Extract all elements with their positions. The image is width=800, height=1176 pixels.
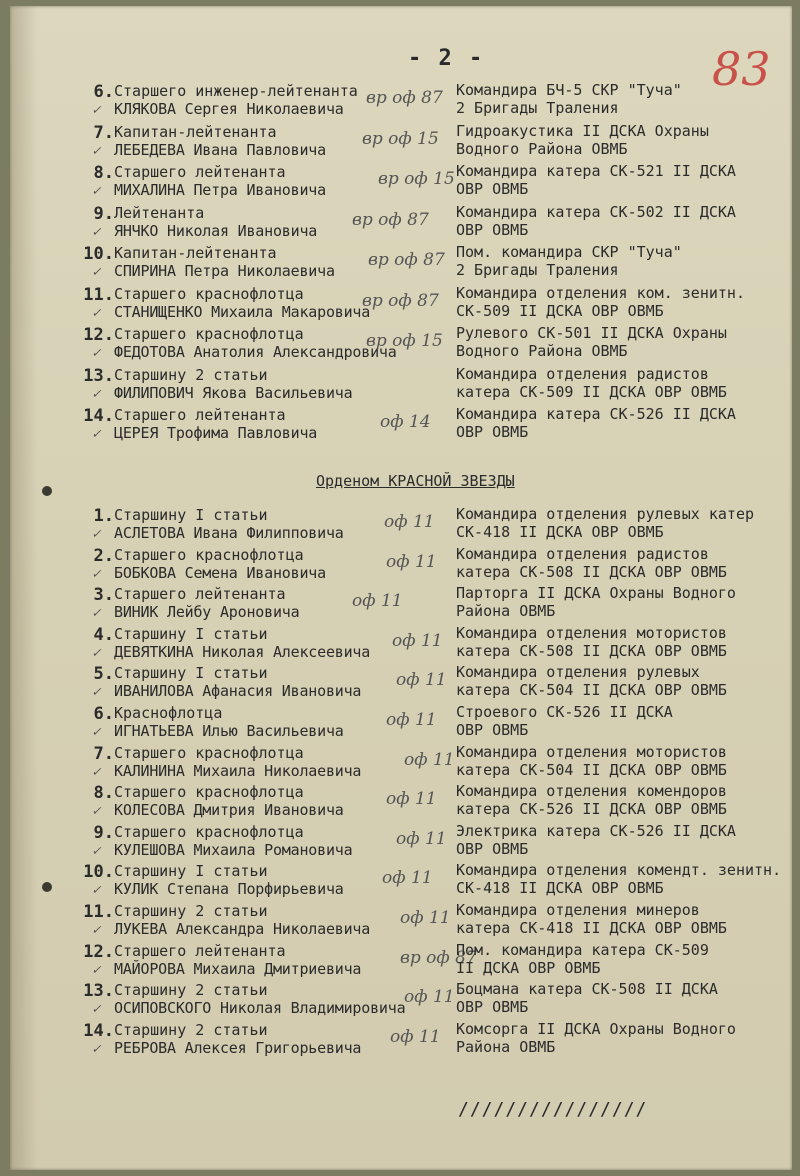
award-entry: [10, 823, 792, 863]
check-mark-icon: ✓: [92, 304, 101, 321]
entry-handwritten-mark: оф 11: [384, 512, 435, 532]
entry-handwritten-mark: вр оф 15: [362, 128, 439, 149]
entry-number: 2.: [93, 545, 114, 566]
entry-handwritten-mark: оф 11: [392, 630, 443, 651]
entry-name: ВИНИК Лейбу Ароновича: [114, 603, 300, 622]
entry-position-line-2: катера СК-418 II ДСКА ОВР ОВМБ: [456, 919, 727, 937]
award-entry: [10, 123, 792, 163]
entry-position-line-1: Боцмана катера СК-508 II ДСКА: [456, 980, 718, 999]
check-mark-icon: ✓: [92, 264, 101, 280]
entry-handwritten-mark: оф 11: [390, 1026, 441, 1047]
entry-name: ДЕВЯТКИНА Николая Алексеевича: [114, 642, 371, 661]
entry-number: 7.: [93, 743, 114, 764]
entry-name: КЛЯКОВА Сергея Николаевича: [114, 100, 344, 118]
entry-handwritten-mark: вр оф 87: [366, 88, 443, 108]
entry-rank: Старшину I статьи: [114, 664, 268, 683]
entry-rank: Старшину I статьи: [114, 624, 268, 643]
entry-position-line-1: Рулевого СК-501 II ДСКА Охраны: [456, 324, 727, 342]
check-mark-icon: ✓: [92, 526, 101, 542]
entry-number: 13.: [83, 365, 114, 386]
entry-position-line-1: Командира катера СК-526 II ДСКА: [456, 405, 736, 423]
entry-position-line-2: СК-418 II ДСКА ОВР ОВМБ: [456, 523, 664, 541]
entry-position-line-1: Командира катера СК-502 II ДСКА: [456, 202, 736, 221]
entry-position-line-2: 2 Бригады Траления: [456, 261, 619, 279]
section-title: Орденом КРАСНОЙ ЗВЕЗДЫ: [316, 472, 515, 490]
check-mark-icon: ✓: [92, 1001, 101, 1018]
entry-position-line-1: Комсорга II ДСКА Охраны Водного: [456, 1019, 736, 1038]
entry-name: ЦЕРЕЯ Трофима Павловича: [114, 424, 318, 442]
entry-number: 4.: [93, 624, 114, 645]
entry-rank: Старшего краснофлотца: [114, 783, 304, 802]
entry-number: 12.: [83, 325, 114, 345]
page-number: - 2 -: [408, 46, 485, 71]
entry-position-line-1: Пом. командира катера СК-509: [456, 940, 709, 959]
entry-position-line-2: катера СК-509 II ДСКА ОВР ОВМБ: [456, 382, 727, 401]
entry-rank: Старшего краснофлотца: [114, 325, 304, 343]
closing-line: ////////////////: [458, 1099, 648, 1120]
entry-handwritten-mark: оф 11: [382, 868, 433, 889]
check-mark-icon: ✓: [92, 882, 101, 899]
entry-number: 13.: [83, 981, 114, 1002]
entry-number: 9.: [93, 203, 114, 224]
award-entry: [10, 325, 792, 365]
entry-number: 8.: [93, 163, 114, 183]
entry-position-line-1: Командира катера СК-521 II ДСКА: [456, 162, 736, 180]
entry-number: 6.: [93, 82, 114, 102]
entry-name: ФИЛИПОВИЧ Якова Васильевича: [114, 383, 353, 402]
check-mark-icon: ✓: [92, 102, 101, 118]
entry-handwritten-mark: вр оф 15: [378, 169, 455, 189]
entry-rank: Старшего краснофлотца: [114, 545, 304, 564]
entry-handwritten-mark: вр оф 87: [362, 290, 439, 311]
entry-position-line-1: Пом. командира СКР "Туча": [456, 243, 682, 261]
entry-position-line-2: катера СК-526 II ДСКА ОВР ОВМБ: [456, 800, 727, 819]
entry-position-line-2: Района ОВМБ: [456, 1037, 556, 1056]
award-entry: [10, 704, 792, 744]
entry-position-line-1: Командира отделения радистов: [456, 364, 709, 383]
entry-handwritten-mark: вр оф 87: [368, 250, 445, 270]
check-mark-icon: ✓: [92, 565, 101, 582]
award-entry: [10, 546, 792, 586]
award-entry: [10, 664, 792, 704]
entry-name: АСЛЕТОВА Ивана Филипповича: [114, 524, 344, 542]
award-entry: [10, 82, 792, 122]
entry-rank: Старшину 2 статьи: [114, 365, 268, 384]
award-entry: [10, 862, 792, 902]
entry-position-line-2: катера СК-504 II ДСКА ОВР ОВМБ: [456, 760, 727, 779]
entry-rank: Старшину I статьи: [114, 862, 268, 881]
entry-name: МИХАЛИНА Петра Ивановича: [114, 181, 326, 199]
entry-rank: Лейтенанта: [114, 203, 205, 222]
entry-number: 11.: [83, 284, 114, 305]
entry-position-line-1: Гидроакустика II ДСКА Охраны: [456, 121, 709, 140]
award-entry: [10, 244, 792, 284]
entry-rank: Старшего краснофлотца: [114, 822, 304, 841]
check-mark-icon: ✓: [92, 426, 101, 442]
check-mark-icon: ✓: [92, 763, 101, 780]
award-entry: [10, 163, 792, 203]
entry-position-line-1: Электрика катера СК-526 II ДСКА: [456, 821, 736, 840]
entry-position-line-2: ОВР ОВМБ: [456, 423, 529, 441]
entry-position-line-2: ОВР ОВМБ: [456, 998, 529, 1017]
award-entry: [10, 625, 792, 665]
entry-number: 10.: [83, 244, 114, 264]
entry-number: 10.: [83, 862, 114, 883]
entry-position-line-2: 2 Бригады Траления: [456, 99, 619, 117]
entry-position-line-1: Командира отделения радистов: [456, 544, 709, 563]
entry-name: ФЕДОТОВА Анатолия Александровича: [114, 343, 397, 361]
entry-handwritten-mark: оф 11: [400, 908, 451, 928]
entry-position-line-1: Командира отделения мотористов: [456, 742, 727, 761]
entry-number: 5.: [93, 664, 114, 685]
entry-number: 12.: [83, 941, 114, 962]
entry-position-line-1: Парторга II ДСКА Охраны Водного: [456, 584, 736, 603]
entry-position-line-1: Командира отделения комендт. зенитн.: [456, 861, 782, 880]
check-mark-icon: ✓: [92, 644, 101, 661]
entry-position-line-1: Командира отделения комендоров: [456, 782, 727, 801]
award-entry: [10, 285, 792, 325]
entry-name: МАЙОРОВА Михаила Дмитриевича: [114, 959, 362, 978]
entry-position-line-2: ОВР ОВМБ: [456, 180, 529, 198]
entry-position-line-1: Командира отделения минеров: [456, 901, 700, 919]
entry-number: 11.: [83, 902, 114, 922]
entry-handwritten-mark: оф 11: [386, 789, 437, 810]
entry-position-line-1: Командира отделения рулевых: [456, 663, 700, 682]
entry-position-line-2: катера СК-508 II ДСКА ОВР ОВМБ: [456, 641, 727, 660]
entry-name: КУЛИК Степана Порфирьевича: [114, 880, 344, 899]
entry-rank: Старшину 2 статьи: [114, 1020, 268, 1039]
entry-position-line-2: ОВР ОВМБ: [456, 220, 529, 239]
check-mark-icon: ✓: [92, 223, 101, 240]
award-entry: [10, 204, 792, 244]
entry-handwritten-mark: оф 11: [386, 710, 437, 730]
award-entry: [10, 744, 792, 784]
entry-position-line-2: катера СК-504 II ДСКА ОВР ОВМБ: [456, 681, 727, 700]
check-mark-icon: ✓: [92, 605, 101, 622]
entry-rank: Старшего лейтенанта: [114, 941, 286, 960]
check-mark-icon: ✓: [92, 803, 101, 820]
entry-number: 3.: [93, 585, 114, 606]
entry-number: 9.: [93, 822, 114, 843]
entry-name: ЯНЧКО Николая Ивановича: [114, 221, 318, 240]
check-mark-icon: ✓: [92, 183, 101, 199]
entry-position-line-1: Командира отделения ком. зенитн.: [456, 283, 745, 302]
entry-number: 1.: [93, 506, 114, 526]
entry-position-line-2: Района ОВМБ: [456, 602, 556, 621]
entry-rank: Краснофлотца: [114, 704, 223, 722]
entry-position-line-2: СК-509 II ДСКА ОВР ОВМБ: [456, 301, 664, 320]
entry-name: КОЛЕСОВА Дмитрия Ивановича: [114, 801, 344, 820]
entry-number: 14.: [83, 1020, 114, 1041]
entry-rank: Старшину I статьи: [114, 506, 268, 524]
entry-handwritten-mark: оф 11: [396, 670, 447, 691]
award-entry: [10, 1021, 792, 1061]
entry-number: 6.: [93, 704, 114, 724]
entry-rank: Старшего краснофлотца: [114, 743, 304, 762]
entry-rank: Старшего лейтенанта: [114, 585, 286, 604]
entry-position-line-2: II ДСКА ОВР ОВМБ: [456, 958, 601, 977]
entry-rank: Старшину 2 статьи: [114, 902, 268, 920]
check-mark-icon: ✓: [92, 842, 101, 859]
entry-position-line-2: ОВР ОВМБ: [456, 839, 529, 858]
entry-rank: Старшего краснофлотца: [114, 284, 304, 303]
entry-rank: Старшего инженер-лейтенанта: [114, 82, 358, 100]
entry-position-line-2: ОВР ОВМБ: [456, 721, 529, 739]
entry-name: КУЛЕШОВА Михаила Романовича: [114, 840, 353, 859]
entry-name: КАЛИНИНА Михаила Николаевича: [114, 761, 362, 780]
entry-rank: Старшего лейтенанта: [114, 406, 286, 424]
entry-number: 7.: [93, 122, 114, 143]
entry-name: СТАНИЩЕНКО Михаила Макаровича: [114, 302, 371, 321]
entry-position-line-1: Командира БЧ-5 СКР "Туча": [456, 81, 682, 99]
entry-position-line-2: Водного Района ОВМБ: [456, 342, 628, 360]
entry-rank: Старшину 2 статьи: [114, 981, 268, 1000]
entry-name: ЛЕБЕДЕВА Ивана Павловича: [114, 140, 326, 159]
award-entry: [10, 981, 792, 1021]
entry-rank: Старшего лейтенанта: [114, 163, 286, 181]
entry-rank: Капитан-лейтенанта: [114, 122, 277, 141]
entry-handwritten-mark: вр оф 87: [352, 209, 429, 230]
award-entry: [10, 902, 792, 942]
entry-number: 14.: [83, 406, 114, 426]
entry-name: ИГНАТЬЕВА Илью Васильевича: [114, 722, 344, 740]
entry-position-line-1: Командира отделения мотористов: [456, 623, 727, 642]
award-entry: [10, 366, 792, 406]
entry-name: СПИРИНА Петра Николаевича: [114, 262, 335, 280]
entry-position-line-1: Строевого СК-526 II ДСКА: [456, 703, 673, 721]
check-mark-icon: ✓: [92, 1040, 101, 1057]
entry-handwritten-mark: оф 11: [404, 987, 455, 1008]
punch-hole: [42, 882, 52, 892]
entry-handwritten-mark: оф 11: [352, 591, 403, 612]
check-mark-icon: ✓: [92, 684, 101, 701]
award-entry: [10, 506, 792, 546]
check-mark-icon: ✓: [92, 922, 101, 938]
entry-position-line-2: катера СК-508 II ДСКА ОВР ОВМБ: [456, 562, 727, 581]
entry-number: 8.: [93, 783, 114, 804]
check-mark-icon: ✓: [92, 142, 101, 159]
award-entry: [10, 783, 792, 823]
check-mark-icon: ✓: [92, 961, 101, 978]
award-entry: [10, 585, 792, 625]
entry-handwritten-mark: оф 14: [380, 412, 431, 432]
check-mark-icon: ✓: [92, 345, 101, 361]
entry-handwritten-mark: вр оф 15: [366, 331, 443, 351]
document-page: [10, 6, 792, 1170]
entry-handwritten-mark: оф 11: [396, 828, 447, 849]
check-mark-icon: ✓: [92, 385, 101, 402]
entry-position-line-2: СК-418 II ДСКА ОВР ОВМБ: [456, 879, 664, 898]
entry-name: БОБКОВА Семена Ивановича: [114, 563, 326, 582]
entry-name: ЛУКЕВА Александра Николаевича: [114, 920, 371, 938]
entry-position-line-2: Водного Района ОВМБ: [456, 139, 628, 158]
archive-number-handwritten: 83: [712, 42, 771, 96]
entry-name: РЕБРОВА Алексея Григорьевича: [114, 1038, 362, 1057]
entry-rank: Капитан-лейтенанта: [114, 244, 277, 262]
check-mark-icon: ✓: [92, 724, 101, 740]
award-entry: [10, 942, 792, 982]
award-entry: [10, 406, 792, 446]
entry-handwritten-mark: оф 11: [386, 551, 437, 572]
punch-hole: [42, 486, 52, 496]
entry-name: ИВАНИЛОВА Афанасия Ивановича: [114, 682, 362, 701]
entry-handwritten-mark: оф 11: [404, 749, 455, 770]
entry-name: ОСИПОВСКОГО Николая Владимировича: [114, 999, 406, 1018]
entry-position-line-1: Командира отделения рулевых катер: [456, 505, 755, 523]
entry-handwritten-mark: вр оф 87: [400, 947, 477, 968]
